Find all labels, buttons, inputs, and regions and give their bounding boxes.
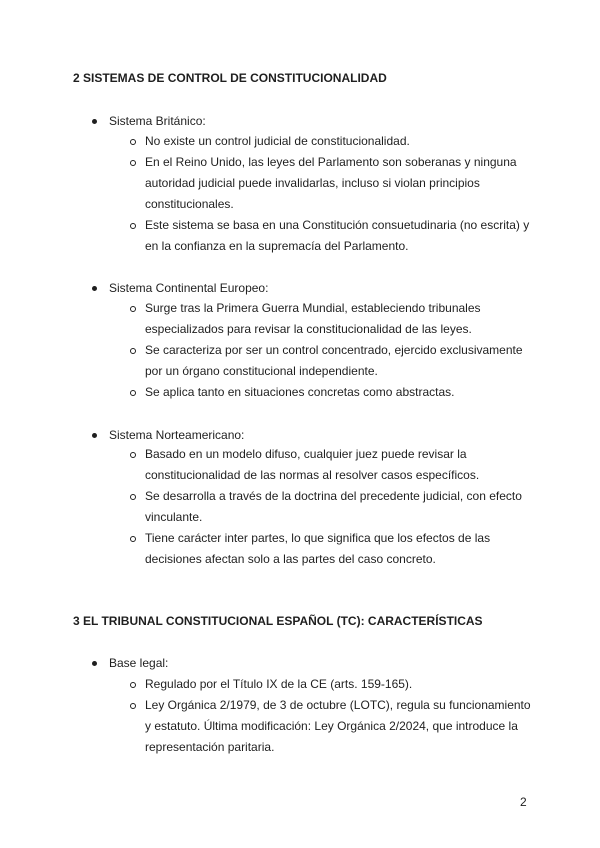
section-heading: 2 SISTEMAS DE CONTROL DE CONSTITUCIONALIDAD xyxy=(73,71,387,85)
page-number: 2 xyxy=(520,795,527,809)
list-item: Base legal: xyxy=(109,656,169,670)
section-heading: 3 EL TRIBUNAL CONSTITUCIONAL ESPAÑOL (TC): CARACTERÍSTICAS xyxy=(73,614,483,628)
sub-list-item: Se desarrolla a través de la doctrina del precedente judicial, con efecto vinculante. xyxy=(145,486,535,528)
sub-list-item: No existe un control judicial de constitucionalidad. xyxy=(145,131,535,152)
sub-list-item: En el Reino Unido, las leyes del Parlamento son soberanas y ninguna autoridad judicial puede invalidarlas, incluso si violan principios constitucionales. xyxy=(145,152,535,215)
list-item: Sistema Norteamericano: xyxy=(109,428,245,442)
sub-list-item: Surge tras la Primera Guerra Mundial, estableciendo tribunales especializados para revisar la constitucionalidad de las leyes. xyxy=(145,298,535,340)
sub-list-item: Regulado por el Título IX de la CE (arts. 159-165). xyxy=(145,674,535,695)
list-item: Sistema Británico: xyxy=(109,114,206,128)
sub-list-item: Ley Orgánica 2/1979, de 3 de octubre (LOTC), regula su funcionamiento y estatuto. Última modificación: Ley Orgánica 2/2024, que introduce la representación paritaria. xyxy=(145,695,535,758)
sub-list-item: Este sistema se basa en una Constitución consuetudinaria (no escrita) y en la confianza en la supremacía del Parlamento. xyxy=(145,215,535,257)
sub-list-item: Basado en un modelo difuso, cualquier juez puede revisar la constitucionalidad de las normas al resolver casos específicos. xyxy=(145,444,535,486)
list-item: Sistema Continental Europeo: xyxy=(109,281,269,295)
sub-list-item: Tiene carácter inter partes, lo que significa que los efectos de las decisiones afectan solo a las partes del caso concreto. xyxy=(145,528,535,570)
sub-list-item: Se caracteriza por ser un control concentrado, ejercido exclusivamente por un órgano constitucional independiente. xyxy=(145,340,535,382)
sub-list-item: Se aplica tanto en situaciones concretas como abstractas. xyxy=(145,382,535,403)
